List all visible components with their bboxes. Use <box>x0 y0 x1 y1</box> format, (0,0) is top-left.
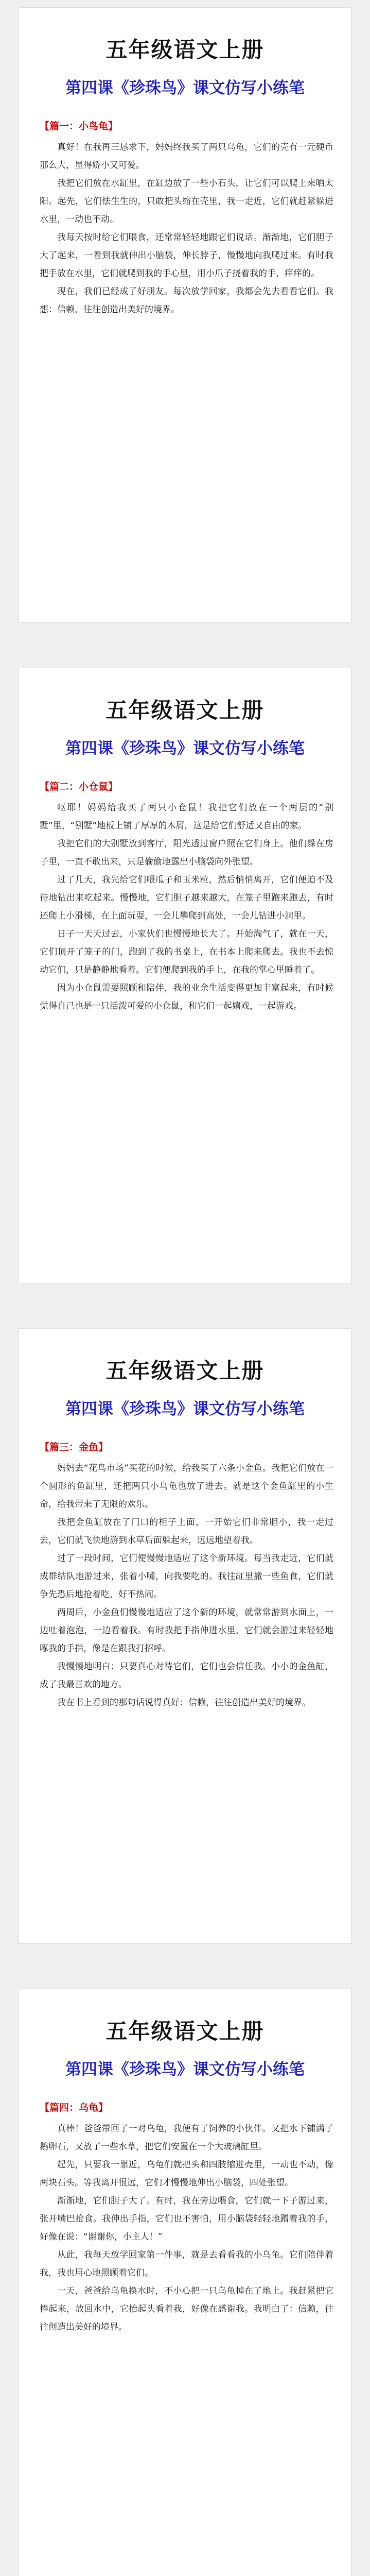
essay-body <box>40 139 333 319</box>
essay-body <box>40 799 333 1015</box>
page-sub-title: 第四课《珍珠鸟》课文仿写小练笔 <box>65 1400 305 1418</box>
essay-paragraph: 日子一天天过去，小家伙们也慢慢地长大了。开始淘气了，就在一天，它们顶开了笼子的门，跑到了我的书桌上，在书本上爬来爬去。我也不去惊动它们，只是静静地看着。它们便爬到我的手上，在我的掌心里睡着了。 <box>40 929 333 975</box>
page-main-title: 五年级语文上册 <box>105 37 265 62</box>
page-main-title: 五年级语文上册 <box>105 1358 265 1383</box>
essay-body <box>40 1460 333 1712</box>
essay-paragraph: 因为小仓鼠需要照顾和陪伴，我的业余生活变得更加丰富起来，有时候觉得自己也是一只活泼可爱的小仓鼠，和它们一起嬉戏，一起游戏。 <box>40 983 333 1011</box>
essay-paragraph: 我把金鱼缸放在了门口的柜子上面，一开始它们非常胆小，我一走过去，它们就飞快地游到水草后面躲起来，远远地望着我。 <box>40 1517 333 1546</box>
section-title: 【篇一：小鸟龟】 <box>40 121 118 132</box>
essay-paragraph: 呕耶！妈妈给我买了两只小仓鼠！我把它们放在一个两层的“别墅”里，“别墅”地板上铺了厚厚的木屑，这是给它们舒适又自由的家。 <box>40 803 333 831</box>
section-title: 【篇二：小仓鼠】 <box>40 781 118 792</box>
essay-paragraph: 真棒！爸爸带回了一对乌龟，我便有了饲养的小伙伴。又把水下铺满了鹅卵石，又放了一些水草，把它们安置在一个大玻璃缸里。 <box>40 2124 333 2152</box>
essay-paragraph: 渐渐地，它们胆子大了。有时，我在旁边喂食，它们就一下子游过来，张开嘴巴抢食。我伸出手指，它们也不害怕，用小脑袋轻轻地蹭着我的手，好像在说：“谢谢你，小主人！” <box>40 2196 333 2242</box>
document-page-1 <box>19 7 351 623</box>
essay-paragraph: 一天，爸爸给乌龟换水时，不小心把一只乌龟掉在了地上。我赶紧把它捧起来，放回水中，它抬起头看着我，好像在感谢我。我明白了：信赖，往往创造出美好的境界。 <box>40 2286 333 2332</box>
essay-paragraph: 两周后，小金鱼们慢慢地适应了这个新的环境，就常常游到水面上，一边吐着泡泡，一边看着我。有时我把手指伸进水里，它们就会游过来轻轻地啄我的手指，像是在跟我打招呼。 <box>40 1607 333 1654</box>
page-sub-title: 第四课《珍珠鸟》课文仿写小练笔 <box>65 2060 305 2079</box>
essay-paragraph: 过了几天，我先给它们喂瓜子和玉米粒，然后悄悄离开，它们便迫不及待地钻出来吃起来。慢慢地，它们胆子越来越大，在笼子里跑来跑去，有时还爬上小滑梯，在上面玩耍，一会儿攀爬到高处，一会儿钻进小洞里。 <box>40 875 333 921</box>
essay-paragraph: 我慢慢地明白：只要真心对待它们，它们也会信任我。小小的金鱼缸，成了我最喜欢的地方。 <box>40 1662 333 1690</box>
section-title: 【篇四：乌龟】 <box>40 2102 109 2113</box>
essay-paragraph: 从此，我每天放学回家第一件事，就是去看看我的小乌龟。它们陪伴着我，我也用心地照顾着它们。 <box>40 2250 333 2278</box>
essay-paragraph: 现在，我们已经成了好朋友。每次放学回家，我都会先去看看它们。我想：信赖，往往创造出美好的境界。 <box>40 286 333 315</box>
page-main-title: 五年级语文上册 <box>105 698 265 723</box>
document-page-3 <box>19 1328 351 1944</box>
essay-paragraph: 我每天按时给它们喂食，还常常轻轻地跟它们说话。渐渐地，它们胆子大了起来，一看到我就伸出小脑袋，伸长脖子，慢慢地向我爬过来。有时我把手放在水里，它们就爬到我的手心里，用小爪子挠着我的手，痒痒的。 <box>40 232 333 279</box>
page-sub-title: 第四课《珍珠鸟》课文仿写小练笔 <box>65 739 305 758</box>
essay-paragraph: 我把它们放在水缸里，在缸边放了一些小石头，让它们可以爬上来晒太阳。起先，它们怯生生的，只敢把头缩在壳里，我一走近，它们就赶紧躲进水里，一动也不动。 <box>40 178 333 225</box>
essay-paragraph: 过了一段时间，它们便慢慢地适应了这个新环境。每当我走近，它们就成群结队地游过来，张着小嘴，向我要吃的。我往缸里撒一些鱼食，它们就争先恐后地抢着吃，好不热闹。 <box>40 1553 333 1600</box>
essay-paragraph: 真好！在我再三恳求下，妈妈终我买了两只乌龟，它们的壳有一元硬币那么大，显得娇小又可爱。 <box>40 142 333 171</box>
section-title: 【篇三：金鱼】 <box>40 1442 109 1453</box>
essay-paragraph: 起先，只要我一靠近，乌龟们就把头和四肢缩进壳里，一动也不动，像两块石头。等我离开很远，它们才慢慢地伸出小脑袋，四处张望。 <box>40 2160 333 2188</box>
essay-paragraph: 我把它们的大别墅放到客厅，阳光透过窗户照在它们身上。他们躲在房子里，一直不敢出来，只是偷偷地露出小脑袋向外张望。 <box>40 839 333 867</box>
essay-paragraph: 妈妈去“花鸟市场”买花的时候，给我买了六条小金鱼。我把它们放在一个圆形的鱼缸里，还把两只小乌龟也放了进去。就是这个金鱼缸里的小生命，给我带来了无限的欢乐。 <box>40 1463 333 1510</box>
page-sub-title: 第四课《珍珠鸟》课文仿写小练笔 <box>65 79 305 97</box>
page-main-title: 五年级语文上册 <box>105 2019 265 2044</box>
document-page-2 <box>19 668 351 1283</box>
essay-body <box>40 2120 333 2336</box>
essay-paragraph: 我在书上看到的那句话说得真好：信赖，往往创造出美好的境界。 <box>57 1698 311 1708</box>
document-page-4 <box>19 1989 351 2576</box>
